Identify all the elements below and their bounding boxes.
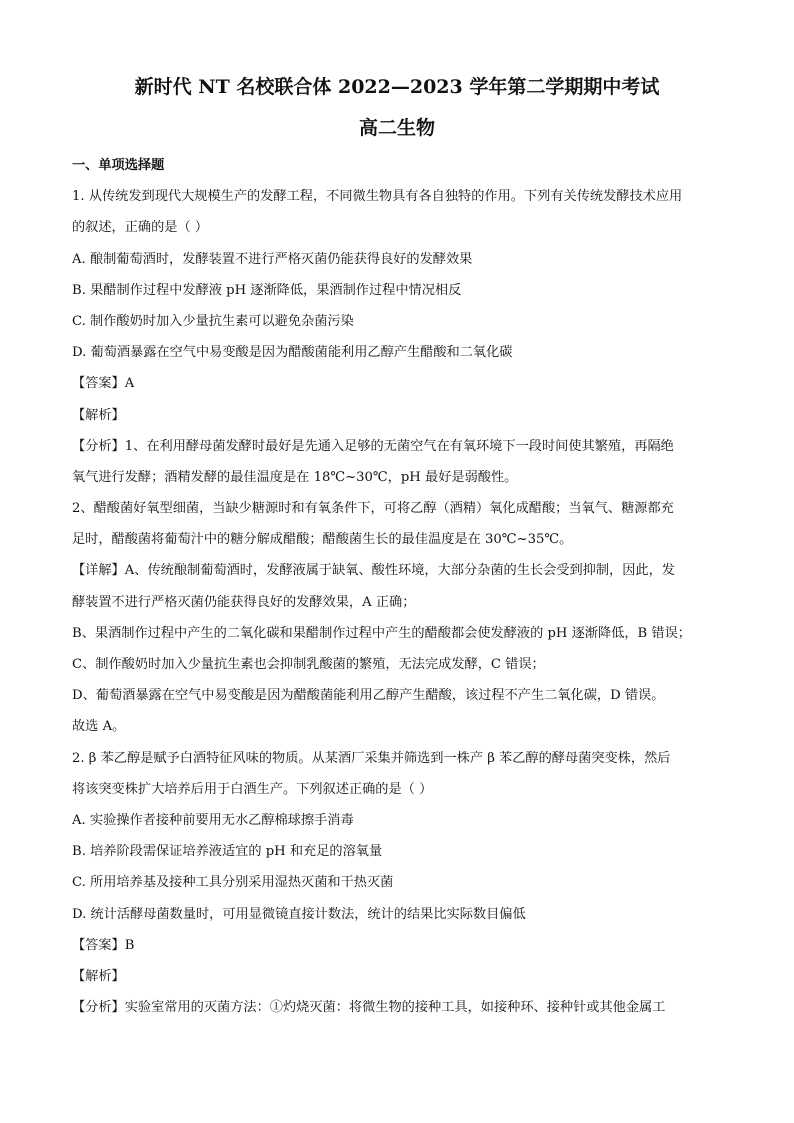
question-1-stem-line-1: 1. 从传统发到现代大规模生产的发酵工程，不同微生物具有各自独特的作用。下列有关传统发酵技术应用: [72, 189, 683, 205]
question-1-detail-line-3: B、果酒制作过程中产生的二氧化碳和果醋制作过程中产生的醋酸都会使发酵液的 pH 逐渐降低，B 错误；: [72, 625, 691, 641]
question-2-answer: 【答案】B: [72, 937, 135, 953]
question-2-option-a: A. 实验操作者接种前要用无水乙醇棉球擦手消毒: [72, 812, 354, 828]
question-2-analysis-label: 【解析】: [72, 968, 125, 984]
question-1-option-d: D. 葡萄酒暴露在空气中易变酸是因为醋酸菌能利用乙醇产生醋酸和二氧化碳: [72, 345, 513, 361]
question-1-option-b: B. 果醋制作过程中发酵液 pH 逐渐降低，果酒制作过程中情况相反: [72, 282, 462, 298]
question-1-analysis-line-3: 2、醋酸菌好氧型细菌，当缺少糖源时和有氧条件下，可将乙醇（酒精）氧化成醋酸；当氧气、糖源都充: [72, 501, 674, 517]
question-1-analysis-line-2: 氧气进行发酵；酒精发酵的最佳温度是在 18℃~30℃，pH 最好是弱酸性。: [72, 469, 518, 485]
exam-content: [72, 150, 722, 1023]
question-1-conclusion: 故选 A。: [72, 719, 126, 735]
question-1-option-a: A. 酿制葡萄酒时，发酵装置不进行严格灭菌仍能获得良好的发酵效果: [72, 251, 473, 267]
question-1-analysis-line-4: 足时，醋酸菌将葡萄汁中的糖分解成醋酸；醋酸菌生长的最佳温度是在 30℃~35℃。: [72, 532, 573, 548]
question-2-stem-line-1: 2. β 苯乙醇是赋予白酒特征风味的物质。从某酒厂采集并筛选到一株产 β 苯乙醇的酵母菌突变株，然后: [72, 750, 671, 766]
question-1-detail-line-1: 【详解】A、传统酿制葡萄酒时，发酵液属于缺氧、酸性环境，大部分杂菌的生长会受到抑制，因此，发: [72, 563, 675, 579]
question-1-stem-line-2: 的叙述，正确的是（ ）: [72, 220, 209, 236]
question-1-detail-line-2: 酵装置不进行严格灭菌仍能获得良好的发酵效果，A 正确；: [72, 594, 416, 610]
question-1-detail-line-5: D、葡萄酒暴露在空气中易变酸是因为醋酸菌能利用乙醇产生醋酸，该过程不产生二氧化碳，D 错误。: [72, 688, 665, 704]
question-2-option-d: D. 统计活酵母菌数量时，可用显微镜直接计数法，统计的结果比实际数目偏低: [72, 906, 526, 922]
question-1-analysis-line-1: 【分析】1、在利用酵母菌发酵时最好是先通入足够的无菌空气在有氧环境下一段时间使其繁殖，再隔绝: [72, 438, 674, 454]
section-title: 一、单项选择题: [72, 158, 165, 173]
question-1-option-c: C. 制作酸奶时加入少量抗生素可以避免杂菌污染: [72, 313, 354, 329]
question-2-analysis-line-1: 【分析】实验室常用的灭菌方法：①灼烧灭菌：将微生物的接种工具，如接种环、接种针或其他金属工: [72, 1000, 666, 1016]
question-2-option-c: C. 所用培养基及接种工具分别采用湿热灭菌和干热灭菌: [72, 875, 394, 891]
question-1-answer: 【答案】A: [72, 376, 135, 392]
question-2-stem-line-2: 将该突变株扩大培养后用于白酒生产。下列叙述正确的是（ ）: [72, 781, 433, 797]
exam-subject: 高二生物: [358, 117, 435, 139]
question-2-option-b: B. 培养阶段需保证培养液适宜的 pH 和充足的溶氧量: [72, 844, 383, 860]
question-1-detail-line-4: C、制作酸奶时加入少量抗生素也会抑制乳酸菌的繁殖，无法完成发酵，C 错误；: [72, 657, 545, 672]
question-1-analysis-label: 【解析】: [72, 407, 125, 423]
exam-title: 新时代 NT 名校联合体 2022—2023 学年第二学期期中考试: [134, 76, 660, 98]
